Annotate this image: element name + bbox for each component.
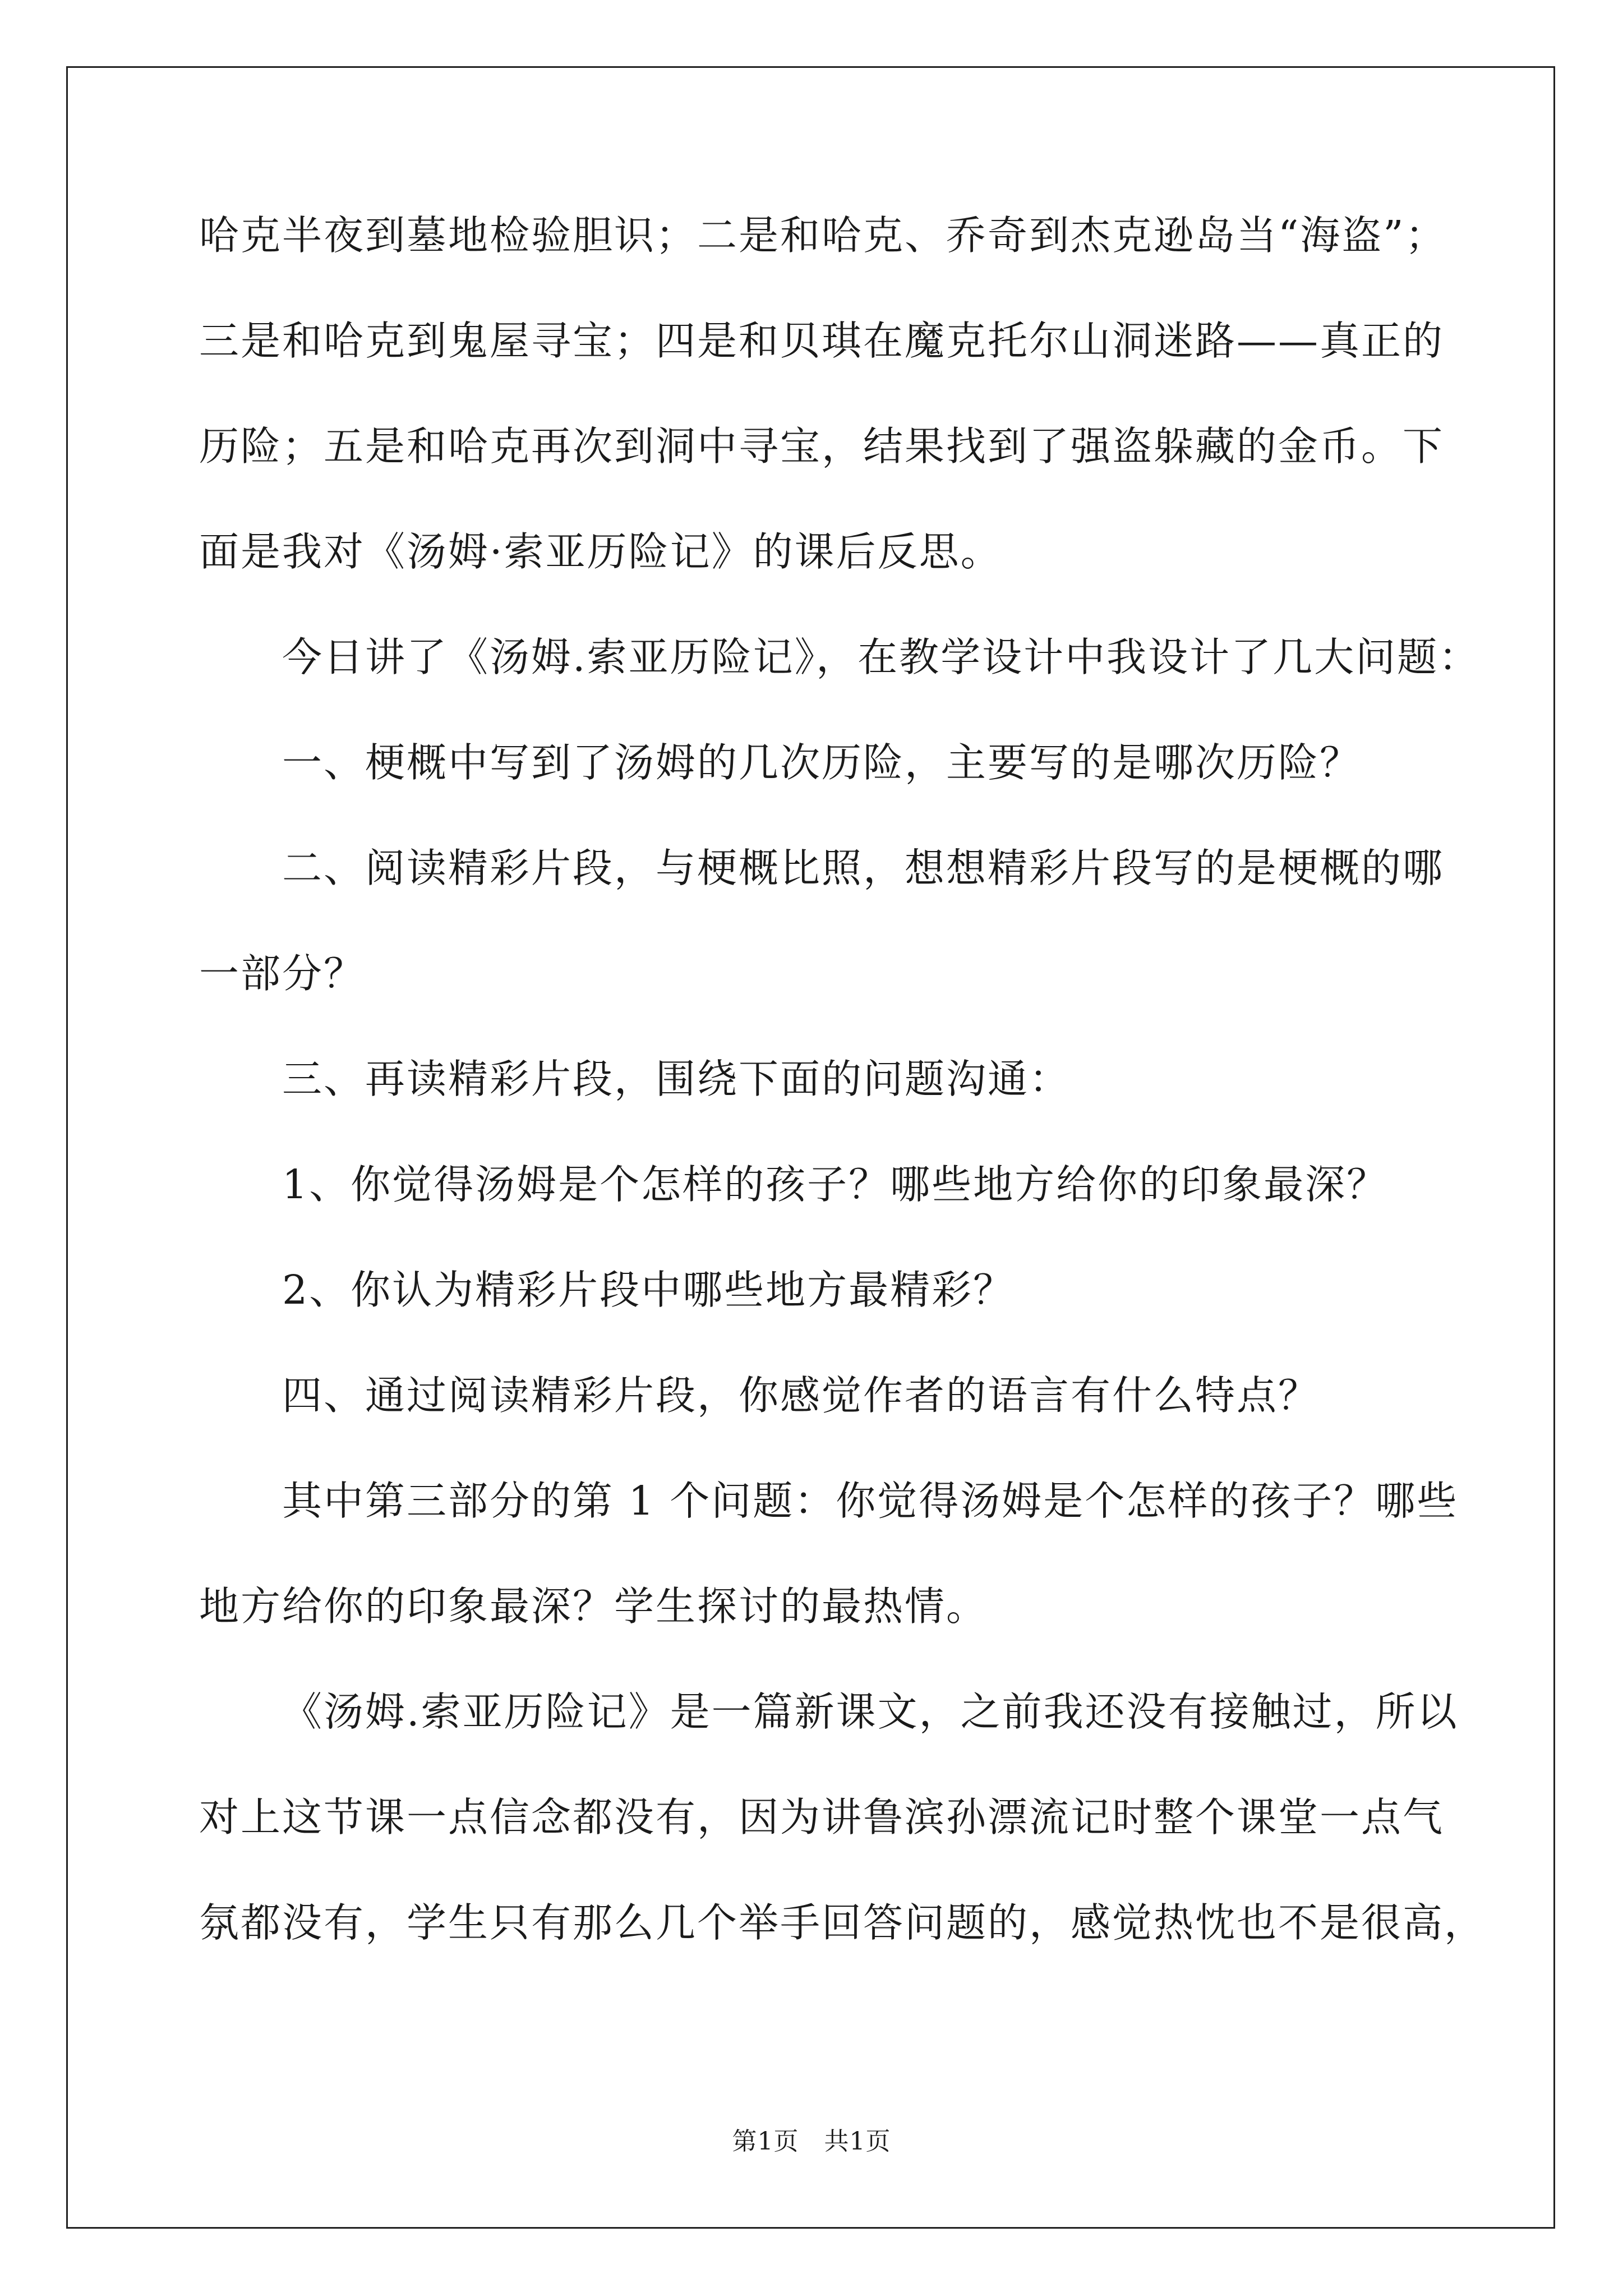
text-line: 三、再读精彩片段，围绕下面的问题沟通： xyxy=(282,1056,1071,1102)
text-line: 二、阅读精彩片段，与梗概比照，想想精彩片段写的是梗概的哪 xyxy=(282,845,1445,891)
text-line: 历险；五是和哈克再次到洞中寻宝，结果找到了强盗躲藏的金币。下 xyxy=(199,423,1445,470)
text-line: 哈克半夜到墓地检验胆识；二是和哈克、乔奇到杰克逊岛当“海盗”； xyxy=(199,212,1447,259)
text-line: 其中第三部分的第 1 个问题：你觉得汤姆是个怎样的孩子？哪些 xyxy=(282,1478,1459,1524)
text-line: 对上这节课一点信念都没有，因为讲鲁滨孙漂流记时整个课堂一点气 xyxy=(199,1794,1445,1841)
text-line: 面是我对《汤姆·索亚历险记》的课后反思。 xyxy=(199,528,1002,575)
text-line: 今日讲了《汤姆.索亚历险记》，在教学设计中我设计了几大问题： xyxy=(282,634,1481,680)
text-line: 一部分？ xyxy=(199,950,366,997)
text-line: 2、你认为精彩片段中哪些地方最精彩？ xyxy=(282,1267,1015,1313)
text-line: 《汤姆.索亚历险记》是一篇新课文，之前我还没有接触过，所以 xyxy=(282,1688,1459,1735)
text-line: 氛都没有，学生只有那么几个举手回答问题的，感觉热忱也不是很高， xyxy=(199,1899,1486,1946)
text-line: 三是和哈克到鬼屋寻宝；四是和贝琪在魔克托尔山洞迷路——真正的 xyxy=(199,318,1445,364)
text-line: 地方给你的印象最深？学生探讨的最热情。 xyxy=(199,1583,988,1630)
text-line: 一、梗概中写到了汤姆的几次历险，主要写的是哪次历险？ xyxy=(282,739,1362,786)
page-number-footer: 第1页 共1页 xyxy=(732,2127,891,2156)
text-line: 1、你觉得汤姆是个怎样的孩子？哪些地方给你的印象最深？ xyxy=(282,1161,1389,1208)
text-line: 四、通过阅读精彩片段，你感觉作者的语言有什么特点？ xyxy=(282,1372,1320,1419)
